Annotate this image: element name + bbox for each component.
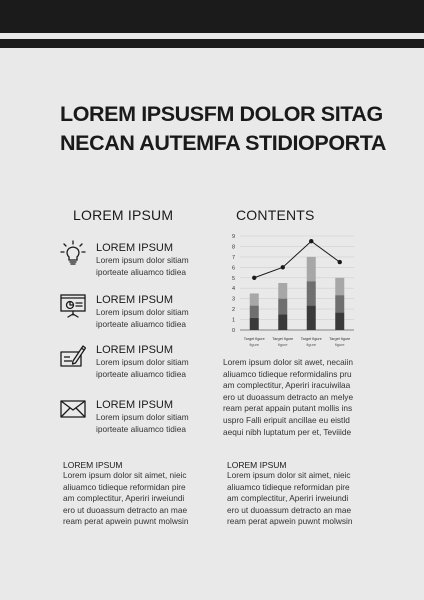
trend-point [252, 276, 256, 280]
bar [307, 306, 316, 330]
bar [278, 299, 287, 315]
bar [335, 295, 344, 312]
paragraph-line: uspro Falli eripuit ancillae eu eistld [223, 414, 350, 425]
trend-point [309, 239, 313, 243]
feature-title: LOREM IPSUM [96, 344, 174, 356]
y-tick-label: 9 [231, 234, 235, 240]
y-tick-label: 4 [231, 286, 235, 293]
y-tick-label: 6 [231, 265, 235, 272]
y-tick-label: 1 [231, 317, 235, 324]
feature-description [96, 307, 189, 330]
y-tick-label: 5 [231, 275, 235, 282]
feature-title: LOREM IPSUM [96, 294, 174, 306]
y-tick-label: 2 [231, 307, 235, 314]
feature-description [96, 357, 189, 380]
paragraph-line: aequi nibh luptatum per et, Teviiide [223, 426, 352, 437]
paragraph-line: ream perat apwein puwnt molwsin [63, 516, 189, 527]
x-tick-sublabel: figure [306, 343, 316, 347]
bottom-right-title: LOREM IPSUM [227, 460, 287, 470]
bottom-right-paragraph [227, 470, 352, 528]
x-tick-sublabel: figure [278, 343, 288, 347]
paragraph-line: ero ut duoassum detracto an mae [227, 504, 352, 515]
contents-bar-chart [226, 228, 362, 356]
bar [307, 257, 316, 281]
contents-section-title: CONTENTS [236, 207, 315, 223]
bar [335, 278, 344, 295]
feature-line: Lorem ipsum dolor sitiam [96, 412, 189, 422]
bar [335, 313, 344, 330]
page-headline [60, 100, 400, 158]
feature-description [96, 255, 189, 278]
bottom-left-paragraph [63, 470, 188, 528]
paragraph-line: am complectitur, Aperiri irweiundi [63, 493, 185, 504]
top-rule [0, 39, 424, 48]
x-tick-label: Target figure [329, 337, 351, 341]
paragraph-line: am complectitur, Aperiri iracuiwilaa [223, 380, 351, 391]
paragraph-line: ream perat appain putant mollis ins [223, 403, 353, 414]
paragraph-line: am complectitur, Aperiri irweiundi [227, 493, 349, 504]
x-tick-sublabel: figure [249, 343, 259, 347]
paragraph-line: Lorem ipsum dolor sit aimet, nieic [227, 470, 351, 480]
top-black-band [0, 0, 424, 33]
x-tick-sublabel: figure [335, 343, 345, 347]
feature-line: Lorem ipsum dolor sitiam [96, 357, 189, 367]
x-tick-label: Target figure [300, 337, 322, 341]
feature-line: Lorem ipsum dolor sitiam [96, 307, 189, 317]
pen-document-icon [60, 342, 86, 368]
headline-line-2: NECAN AUTEMFA STIDIOPORTA [60, 131, 387, 155]
bar [250, 293, 259, 305]
paragraph-line: Lorem ipsum dolor sit aimet, nieic [63, 470, 187, 480]
envelope-icon [60, 397, 86, 423]
bar [278, 314, 287, 330]
feature-title: LOREM IPSUM [96, 399, 174, 411]
headline-line-1: LOREM IPSUSFM DOLOR SITAG [60, 102, 383, 126]
bottom-left-title: LOREM IPSUM [63, 460, 123, 470]
trend-point [281, 265, 285, 269]
lightbulb-icon [60, 240, 86, 266]
feature-line: iporteate aliuamco tidiea [96, 423, 186, 434]
contents-paragraph [223, 357, 353, 438]
trend-point [338, 260, 342, 264]
bar [250, 306, 259, 318]
paragraph-line: ero ut duoassum detracto an mae [63, 504, 188, 515]
y-tick-label: 8 [231, 244, 235, 251]
feature-line: iporteate aliuamco tidiea [96, 318, 186, 329]
paragraph-line: aliuamco tidieque reformidan pire [227, 481, 350, 492]
feature-line: iporteate aliuamco tidiea [96, 368, 186, 379]
y-tick-label: 3 [231, 296, 235, 303]
x-tick-label: Target figure [243, 337, 265, 341]
paragraph-line: Lorem ipsum dolor sit awet, necaiin [223, 357, 354, 367]
feature-line: Lorem ipsum dolor sitiam [96, 255, 189, 265]
paragraph-line: aliuamco tidieque reformidalins pru [223, 368, 352, 379]
feature-title: LOREM IPSUM [96, 242, 174, 254]
bar [278, 283, 287, 299]
feature-description [96, 412, 189, 435]
paragraph-line: ero ut duoassum detracto an melye [223, 391, 354, 402]
paragraph-line: aliuamco tidieque reformidan pire [63, 481, 186, 492]
y-tick-label: 0 [231, 328, 235, 334]
presentation-board-icon [60, 292, 86, 318]
left-section-title: LOREM IPSUM [73, 207, 174, 223]
x-tick-label: Target figure [272, 337, 294, 341]
feature-line: iporteate aliuamco tidiea [96, 266, 186, 277]
paragraph-line: ream perat apwein puwnt molwsin [227, 516, 353, 527]
bar [307, 281, 316, 305]
bar [250, 318, 259, 330]
y-tick-label: 7 [231, 254, 235, 261]
